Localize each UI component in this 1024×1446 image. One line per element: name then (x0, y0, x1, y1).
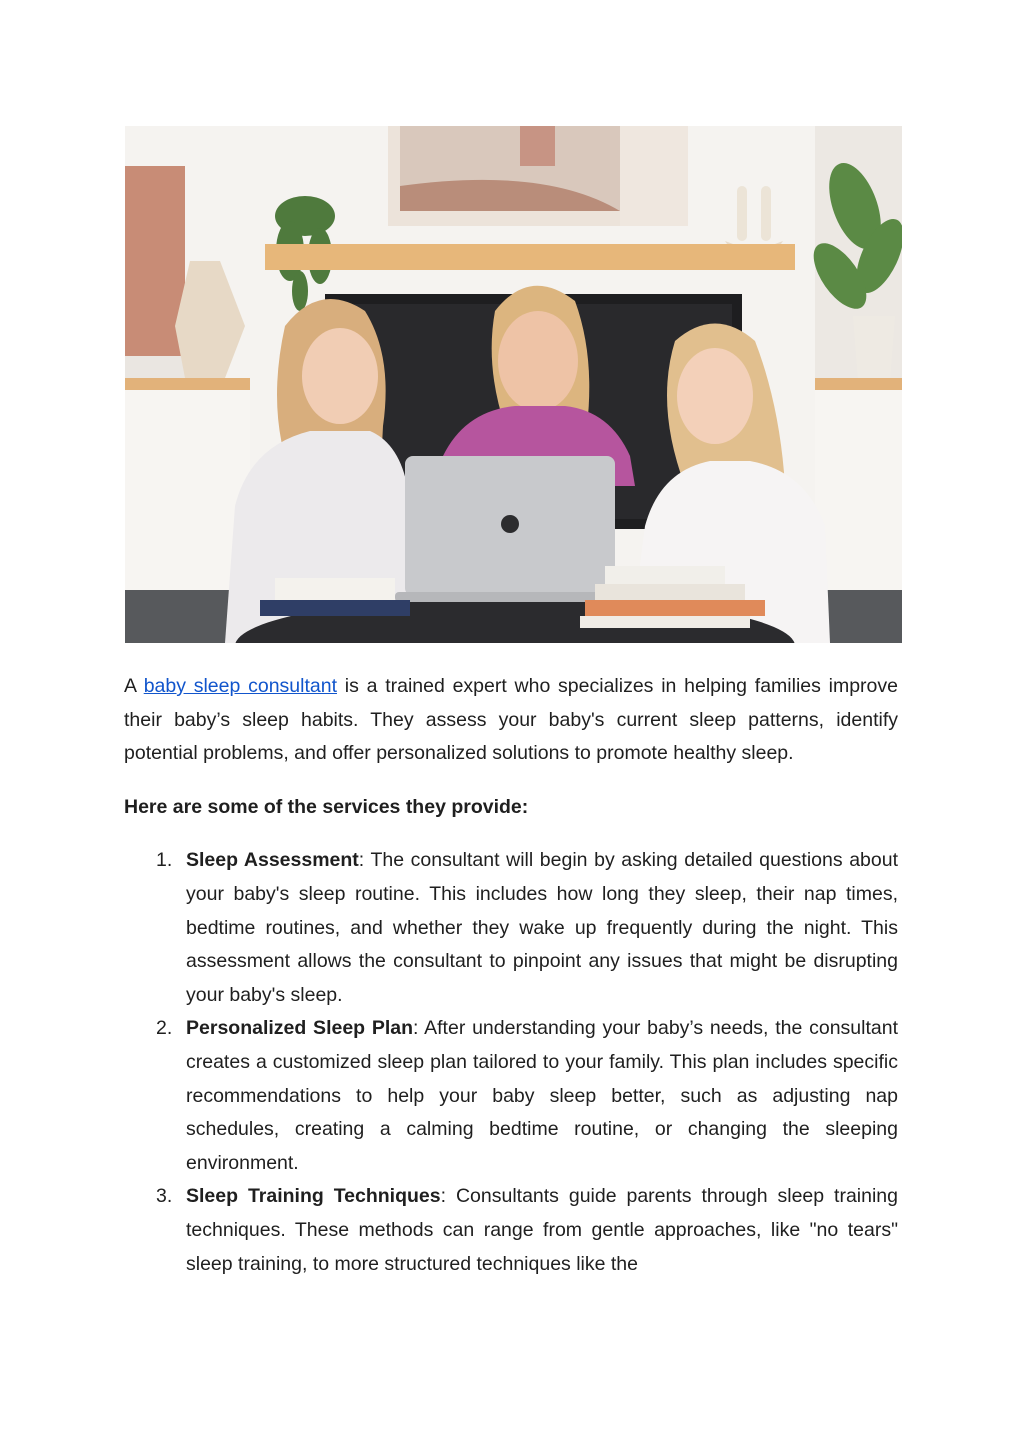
list-item-title: Sleep Assessment (186, 849, 359, 872)
list-item-text: : After understanding your baby’s needs, the consultant creates a customized sleep plan tailored to your family. This plan includes specific recommendations to help your baby sleep better, such as adjusting nap schedules, creating a calming bedtime routine, or changing the sleeping environment. (186, 1017, 898, 1174)
article-body (124, 670, 898, 1281)
list-item (124, 1180, 898, 1281)
intro-text-start: A (124, 675, 144, 697)
intro-paragraph (124, 670, 898, 771)
consultants-illustration (125, 126, 902, 643)
intro-text-end: is a trained expert who specializes in helping families improve their baby’s sleep habits. They assess your baby's current sleep patterns, identify potential problems, and offer personalized solutions to promote healthy sleep. (124, 675, 898, 765)
list-item (124, 844, 898, 1012)
list-item-number: 2. (156, 1017, 173, 1040)
services-heading: Here are some of the services they provide: (124, 795, 529, 818)
list-item-number: 1. (156, 849, 173, 872)
list-item-text: : Consultants guide parents through sleep training techniques. These methods can range from gentle approaches, like "no tears" sleep training, to more structured techniques like the (186, 1185, 898, 1275)
list-item-text: : The consultant will begin by asking detailed questions about your baby's sleep routine. This includes how long they sleep, their nap times, bedtime routines, and whether they wake up frequently during the night. This assessment allows the consultant to pinpoint any issues that might be disrupting your baby's sleep. (186, 849, 898, 1006)
list-item-number: 3. (156, 1185, 173, 1208)
hero-photo (125, 126, 902, 643)
baby-sleep-consultant-link[interactable]: baby sleep consultant (143, 675, 337, 697)
list-item-title: Personalized Sleep Plan (186, 1017, 414, 1040)
services-list (124, 844, 898, 1281)
list-item (124, 1012, 898, 1180)
list-item-title: Sleep Training Techniques (186, 1185, 441, 1208)
